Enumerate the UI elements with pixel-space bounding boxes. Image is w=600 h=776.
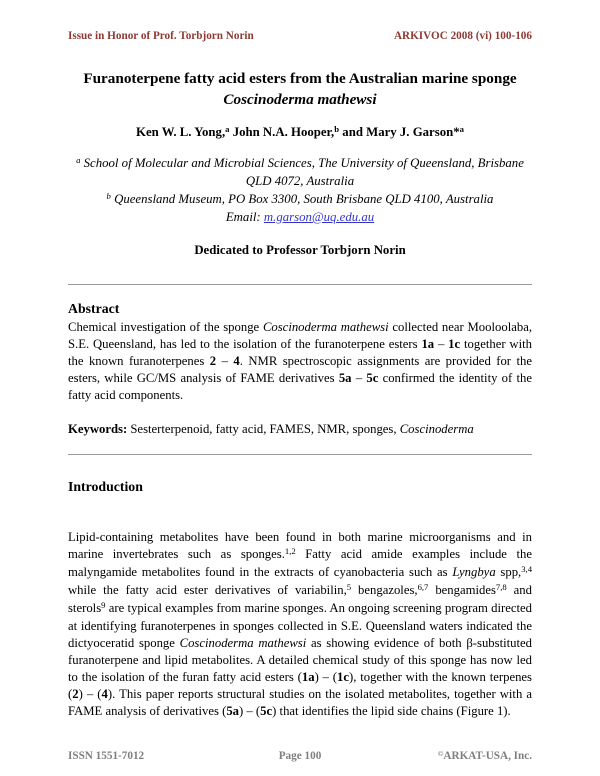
text-segment: ), together with the known terpenes ( — [68, 670, 532, 702]
text-segment: a — [459, 123, 464, 134]
text-segment: bengamides — [428, 583, 496, 598]
text-segment: 1a — [421, 337, 435, 352]
text-segment: 5a — [226, 704, 240, 719]
text-segment: while the fatty acid ester derivatives of variabilin, — [68, 583, 347, 598]
text-segment: Lyngbya — [452, 565, 496, 580]
text-segment: ) that identifies the lipid side chains (Figure 1). — [272, 704, 511, 719]
text-segment: © — [437, 748, 444, 758]
text-segment: 4 — [101, 687, 108, 702]
affiliation-line-1 — [68, 154, 532, 190]
text-segment: Ken W. L. Yong, — [136, 124, 226, 139]
text-segment: collected near Mooloolaba, S.E. Queensland, has led to the isolation of the furanoterpene esters — [68, 320, 532, 352]
text-segment: together with the known furanoterpenes — [68, 337, 532, 369]
text-segment: a — [76, 154, 81, 165]
text-segment: . NMR spectroscopic assignments are provided for the esters, while GC/MS analysis of FAME derivatives — [68, 354, 532, 386]
dedication-line: Dedicated to Professor Torbjorn Norin — [194, 243, 406, 258]
text-segment: and Mary J. Garson* — [339, 124, 460, 139]
introduction-heading: Introduction — [68, 479, 143, 495]
text-segment: – — [434, 337, 449, 352]
email-line — [68, 208, 532, 226]
text-segment: Sesterterpenoid, fatty acid, FAMES, NMR, sponges, — [130, 422, 400, 437]
text-segment: confirmed the identity of the fatty acid components. — [68, 371, 532, 403]
footer-page-number: Page 100 — [278, 750, 322, 762]
affiliations-block — [68, 154, 532, 227]
text-segment: Coscinoderma mathewsi — [179, 636, 307, 651]
abstract-heading: Abstract — [68, 301, 120, 317]
text-segment: 2 — [72, 687, 79, 702]
text-segment: bengazoles, — [351, 583, 418, 598]
text-segment: 5a — [338, 371, 352, 386]
article-title — [68, 68, 532, 111]
page-header — [68, 30, 532, 42]
footer-copyright — [377, 750, 532, 762]
text-segment: ) – ( — [314, 670, 338, 685]
text-segment: Coscinoderma mathewsi — [262, 320, 389, 335]
text-segment: 7,8 — [495, 582, 507, 593]
text-segment: b — [334, 123, 340, 134]
text-segment: ) – ( — [78, 687, 102, 702]
abstract-body — [68, 319, 532, 404]
text-segment: 4 — [233, 354, 240, 369]
affiliation-line-2 — [68, 190, 532, 208]
text-segment: Keywords: — [68, 422, 131, 437]
footer-issn: ISSN 1551-7012 — [68, 750, 145, 762]
introduction-body — [68, 529, 532, 720]
text-segment: Queensland Museum, PO Box 3300, South Brisbane QLD 4100, Australia — [110, 191, 494, 206]
text-segment: ARKAT-USA, Inc. — [443, 750, 533, 762]
text-segment: 2 — [209, 354, 217, 369]
article-title-line2: Coscinoderma mathewsi — [223, 91, 377, 109]
text-segment: Lipid-containing metabolites have been found in both marine microorganisms and in marine invertebrates such as sponges. — [68, 530, 532, 562]
divider-bottom — [68, 454, 532, 455]
text-segment: Coscinoderma — [399, 422, 474, 437]
text-segment: ). This paper reports structural studies on the isolated metabolites, together with a FAME analysis of derivatives ( — [68, 687, 533, 719]
text-segment: ) – ( — [239, 704, 261, 719]
email-label: Email: — [225, 210, 264, 225]
text-segment: 9 — [101, 600, 106, 611]
keywords-line — [68, 421, 532, 438]
text-segment: 3,4 — [521, 564, 533, 575]
text-segment: spp, — [495, 565, 522, 580]
text-segment: and sterols — [68, 583, 532, 616]
text-segment: 1a — [301, 670, 315, 685]
text-segment: 5 — [346, 582, 352, 593]
header-issue-label: Issue in Honor of Prof. Torbjorn Norin — [68, 30, 254, 42]
text-segment: are typical examples from marine sponges. An ongoing screening program directed at identifying furanoterpenes in sponges collected in S.E. Queensland waters indicated the dictyoceratid sponge — [68, 601, 532, 651]
text-segment: 5c — [366, 371, 379, 386]
divider-top — [68, 284, 532, 285]
article-title-line1: Furanoterpene fatty acid esters from the Australian marine sponge — [83, 70, 517, 87]
text-segment: 1,2 — [284, 546, 296, 557]
text-segment: John N.A. Hooper, — [229, 124, 335, 139]
authors-line — [68, 125, 532, 140]
text-segment: 1c — [337, 670, 350, 685]
header-journal-ref: ARKIVOC 2008 (vi) 100-106 — [393, 30, 532, 42]
text-segment: – — [351, 371, 367, 386]
text-segment: Chemical investigation of the sponge — [68, 320, 263, 335]
text-segment: b — [106, 190, 111, 201]
text-segment: 1c — [448, 337, 461, 352]
text-segment: a — [225, 123, 230, 134]
text-segment: 5c — [260, 704, 273, 719]
page-footer — [68, 750, 532, 762]
text-segment: School of Molecular and Microbial Sciences, The University of Queensland, Brisbane QLD 4072, Australia — [80, 155, 524, 188]
text-segment: as showing evidence of both β-substituted furanoterpene and lipid metabolites. A detailed chemical study of this sponge has now led to the isolation of the furan fatty acid esters ( — [68, 636, 532, 685]
text-segment: 6,7 — [417, 582, 429, 593]
text-segment: – — [216, 354, 234, 369]
email-link[interactable]: m.garson@uq.edu.au — [263, 210, 375, 225]
text-segment: Fatty acid amide examples include the malyngamide metabolites found in the extracts of cyanobacteria such as — [68, 547, 532, 580]
